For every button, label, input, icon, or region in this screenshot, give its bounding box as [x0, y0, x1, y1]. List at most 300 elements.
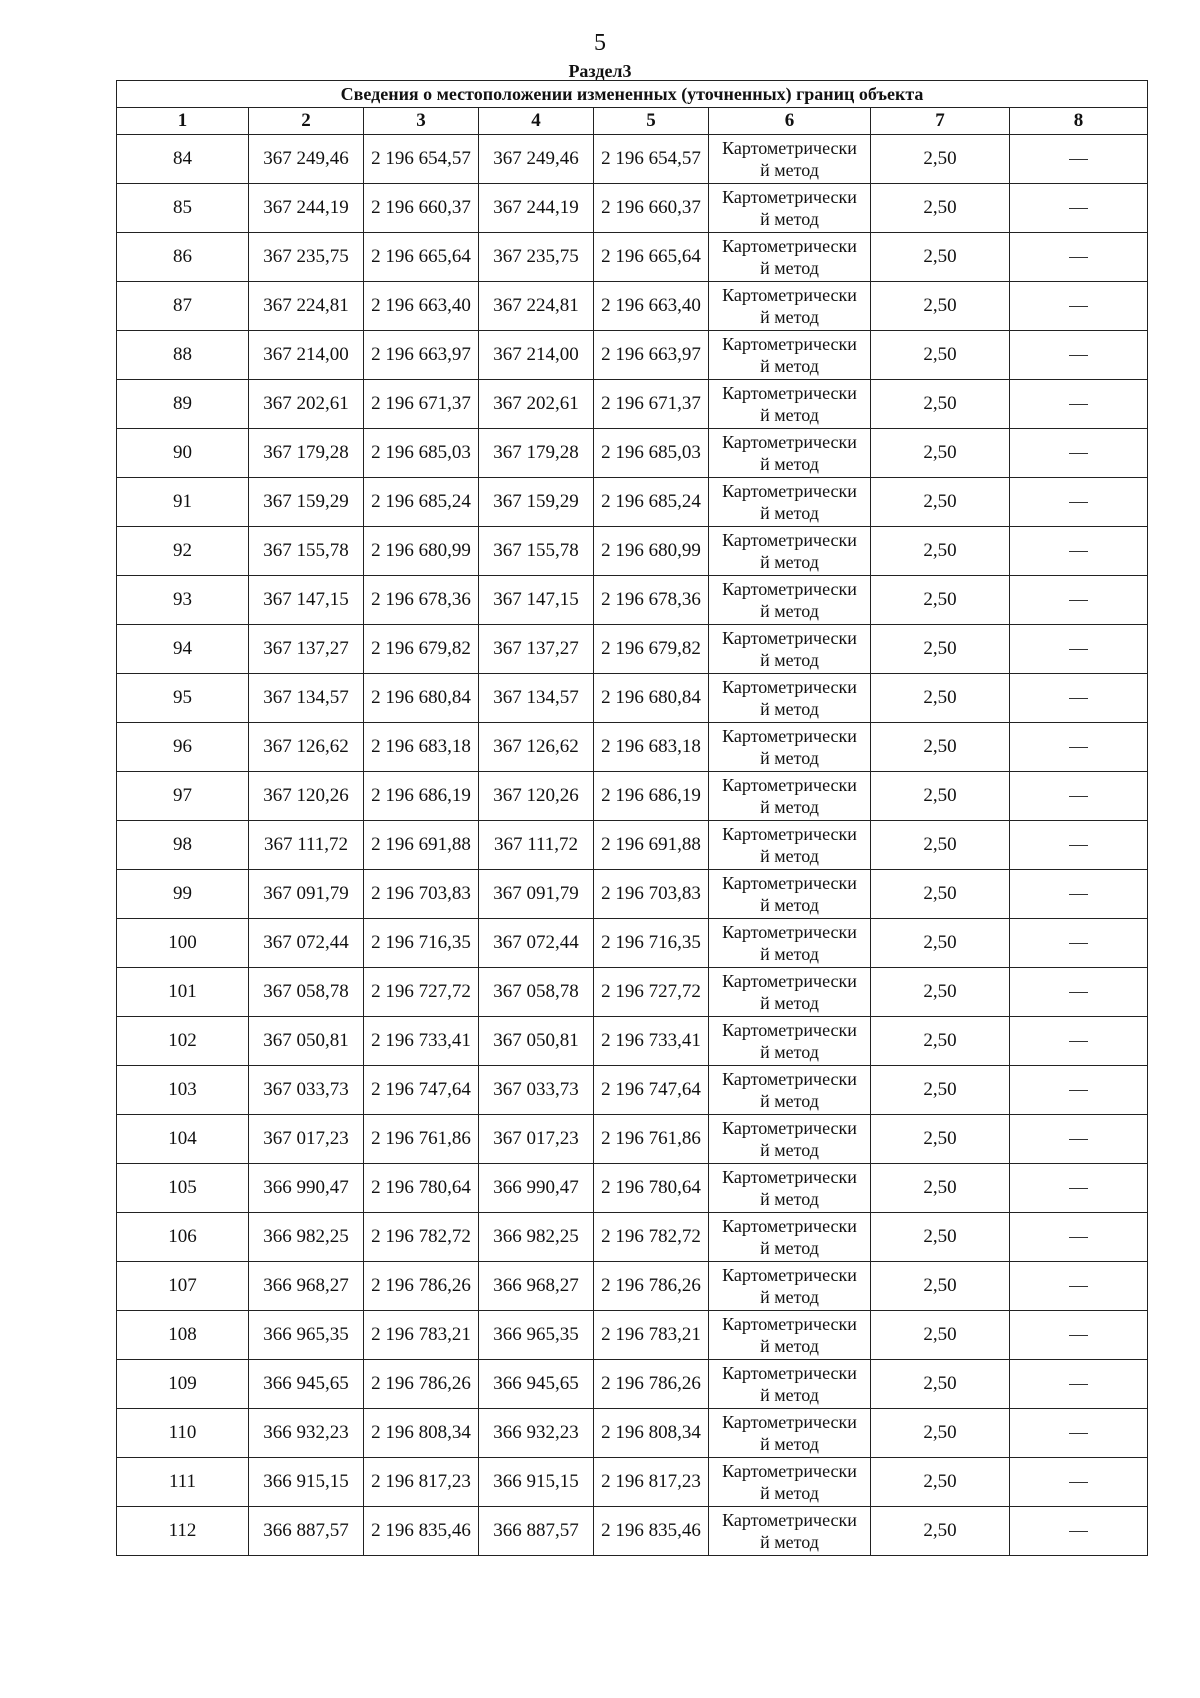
description-cell	[1010, 772, 1148, 821]
dash-mark	[1069, 306, 1088, 307]
description-cell	[1010, 527, 1148, 576]
point-number-cell: 90	[117, 429, 249, 478]
method-cell	[709, 1360, 871, 1409]
table-row	[117, 1311, 1148, 1360]
method-cell	[709, 576, 871, 625]
description-cell	[1010, 1115, 1148, 1164]
y-new-cell: 2 196 786,26	[594, 1360, 709, 1409]
x-new-cell: 367 147,15	[479, 576, 594, 625]
accuracy-cell: 2,50	[871, 380, 1010, 429]
x-existing-cell: 367 155,78	[249, 527, 364, 576]
dash-mark	[1069, 1041, 1088, 1042]
y-existing-cell: 2 196 716,35	[364, 919, 479, 968]
dash-mark	[1069, 1335, 1088, 1336]
x-new-cell: 367 033,73	[479, 1066, 594, 1115]
y-new-cell: 2 196 727,72	[594, 968, 709, 1017]
point-number-cell: 93	[117, 576, 249, 625]
point-number-cell: 94	[117, 625, 249, 674]
description-cell	[1010, 870, 1148, 919]
method-cell	[709, 968, 871, 1017]
dash-mark	[1069, 257, 1088, 258]
method-cell	[709, 135, 871, 184]
table-row	[117, 380, 1148, 429]
method-text-line: й метод	[760, 258, 819, 278]
accuracy-cell: 2,50	[871, 1213, 1010, 1262]
x-existing-cell: 367 249,46	[249, 135, 364, 184]
method-text-line: й метод	[760, 1091, 819, 1111]
table-row	[117, 625, 1148, 674]
x-existing-cell: 367 126,62	[249, 723, 364, 772]
method-text-line: Картометрически	[722, 726, 857, 746]
description-cell	[1010, 1507, 1148, 1556]
dash-mark	[1069, 1188, 1088, 1189]
table-row	[117, 870, 1148, 919]
method-cell	[709, 1409, 871, 1458]
table-row	[117, 1507, 1148, 1556]
method-text-line: Картометрически	[722, 1412, 857, 1432]
y-existing-cell: 2 196 786,26	[364, 1360, 479, 1409]
x-new-cell: 367 244,19	[479, 184, 594, 233]
y-new-cell: 2 196 663,40	[594, 282, 709, 331]
accuracy-cell: 2,50	[871, 1360, 1010, 1409]
method-text-line: й метод	[760, 846, 819, 866]
point-number-cell: 98	[117, 821, 249, 870]
method-text-line: Картометрически	[722, 971, 857, 991]
method-text-line: й метод	[760, 993, 819, 1013]
method-text-line: й метод	[760, 160, 819, 180]
method-text-line: й метод	[760, 1385, 819, 1405]
accuracy-cell: 2,50	[871, 429, 1010, 478]
dash-mark	[1069, 894, 1088, 895]
description-cell	[1010, 674, 1148, 723]
dash-mark	[1069, 355, 1088, 356]
column-number: 8	[1010, 108, 1148, 135]
x-new-cell: 367 072,44	[479, 919, 594, 968]
description-cell	[1010, 282, 1148, 331]
method-text-line: й метод	[760, 454, 819, 474]
y-new-cell: 2 196 683,18	[594, 723, 709, 772]
accuracy-cell: 2,50	[871, 1311, 1010, 1360]
method-text-line: Картометрически	[722, 236, 857, 256]
method-text-line: й метод	[760, 1287, 819, 1307]
method-cell	[709, 625, 871, 674]
method-text-line: й метод	[760, 748, 819, 768]
method-cell	[709, 380, 871, 429]
description-cell	[1010, 1213, 1148, 1262]
point-number-cell: 110	[117, 1409, 249, 1458]
point-number-cell: 100	[117, 919, 249, 968]
description-cell	[1010, 429, 1148, 478]
x-existing-cell: 367 072,44	[249, 919, 364, 968]
y-new-cell: 2 196 782,72	[594, 1213, 709, 1262]
table-row	[117, 1164, 1148, 1213]
y-existing-cell: 2 196 685,03	[364, 429, 479, 478]
point-number-cell: 96	[117, 723, 249, 772]
column-number: 3	[364, 108, 479, 135]
y-new-cell: 2 196 654,57	[594, 135, 709, 184]
method-text-line: Картометрически	[722, 1167, 857, 1187]
method-text-line: й метод	[760, 1140, 819, 1160]
method-text-line: й метод	[760, 895, 819, 915]
y-existing-cell: 2 196 747,64	[364, 1066, 479, 1115]
x-existing-cell: 367 111,72	[249, 821, 364, 870]
table-row	[117, 1066, 1148, 1115]
accuracy-cell: 2,50	[871, 772, 1010, 821]
table-caption: Сведения о местоположении измененных (уточненных) границ объекта	[117, 81, 1148, 108]
dash-mark	[1069, 698, 1088, 699]
point-number-cell: 92	[117, 527, 249, 576]
method-cell	[709, 478, 871, 527]
method-text-line: Картометрически	[722, 579, 857, 599]
method-text-line: й метод	[760, 699, 819, 719]
x-existing-cell: 367 159,29	[249, 478, 364, 527]
dash-mark	[1069, 992, 1088, 993]
x-new-cell: 366 945,65	[479, 1360, 594, 1409]
y-existing-cell: 2 196 786,26	[364, 1262, 479, 1311]
description-cell	[1010, 380, 1148, 429]
dash-mark	[1069, 845, 1088, 846]
point-number-cell: 91	[117, 478, 249, 527]
accuracy-cell: 2,50	[871, 919, 1010, 968]
x-new-cell: 367 126,62	[479, 723, 594, 772]
y-new-cell: 2 196 808,34	[594, 1409, 709, 1458]
point-number-cell: 88	[117, 331, 249, 380]
x-new-cell: 367 214,00	[479, 331, 594, 380]
method-cell	[709, 772, 871, 821]
description-cell	[1010, 821, 1148, 870]
x-existing-cell: 367 179,28	[249, 429, 364, 478]
table-row	[117, 331, 1148, 380]
y-new-cell: 2 196 660,37	[594, 184, 709, 233]
description-cell	[1010, 723, 1148, 772]
accuracy-cell: 2,50	[871, 1409, 1010, 1458]
x-new-cell: 367 224,81	[479, 282, 594, 331]
y-existing-cell: 2 196 663,97	[364, 331, 479, 380]
method-cell	[709, 1311, 871, 1360]
table-row	[117, 233, 1148, 282]
description-cell	[1010, 1017, 1148, 1066]
table-row	[117, 772, 1148, 821]
accuracy-cell: 2,50	[871, 478, 1010, 527]
method-cell	[709, 233, 871, 282]
x-existing-cell: 366 968,27	[249, 1262, 364, 1311]
accuracy-cell: 2,50	[871, 870, 1010, 919]
method-cell	[709, 1164, 871, 1213]
y-new-cell: 2 196 680,99	[594, 527, 709, 576]
description-cell	[1010, 625, 1148, 674]
method-text-line: й метод	[760, 1483, 819, 1503]
x-existing-cell: 367 235,75	[249, 233, 364, 282]
method-text-line: Картометрически	[722, 922, 857, 942]
x-new-cell: 366 915,15	[479, 1458, 594, 1507]
dash-mark	[1069, 404, 1088, 405]
accuracy-cell: 2,50	[871, 331, 1010, 380]
method-text-line: й метод	[760, 1238, 819, 1258]
x-new-cell: 366 968,27	[479, 1262, 594, 1311]
description-cell	[1010, 1409, 1148, 1458]
y-existing-cell: 2 196 835,46	[364, 1507, 479, 1556]
method-cell	[709, 282, 871, 331]
dash-mark	[1069, 600, 1088, 601]
y-new-cell: 2 196 671,37	[594, 380, 709, 429]
description-cell	[1010, 1066, 1148, 1115]
y-existing-cell: 2 196 782,72	[364, 1213, 479, 1262]
method-text-line: Картометрически	[722, 824, 857, 844]
dash-mark	[1069, 649, 1088, 650]
method-text-line: Картометрически	[722, 873, 857, 893]
method-text-line: й метод	[760, 307, 819, 327]
x-existing-cell: 367 137,27	[249, 625, 364, 674]
x-new-cell: 366 932,23	[479, 1409, 594, 1458]
x-new-cell: 366 965,35	[479, 1311, 594, 1360]
dash-mark	[1069, 1237, 1088, 1238]
method-text-line: Картометрически	[722, 1461, 857, 1481]
method-text-line: й метод	[760, 1189, 819, 1209]
method-text-line: й метод	[760, 552, 819, 572]
accuracy-cell: 2,50	[871, 1458, 1010, 1507]
y-new-cell: 2 196 783,21	[594, 1311, 709, 1360]
accuracy-cell: 2,50	[871, 1115, 1010, 1164]
method-cell	[709, 184, 871, 233]
method-text-line: Картометрически	[722, 1314, 857, 1334]
accuracy-cell: 2,50	[871, 282, 1010, 331]
y-new-cell: 2 196 733,41	[594, 1017, 709, 1066]
dash-mark	[1069, 1433, 1088, 1434]
y-new-cell: 2 196 680,84	[594, 674, 709, 723]
method-text-line: й метод	[760, 797, 819, 817]
point-number-cell: 95	[117, 674, 249, 723]
x-existing-cell: 366 982,25	[249, 1213, 364, 1262]
accuracy-cell: 2,50	[871, 821, 1010, 870]
x-existing-cell: 367 244,19	[249, 184, 364, 233]
x-new-cell: 367 134,57	[479, 674, 594, 723]
method-text-line: Картометрически	[722, 334, 857, 354]
method-text-line: Картометрически	[722, 530, 857, 550]
method-text-line: Картометрически	[722, 481, 857, 501]
table-row	[117, 478, 1148, 527]
x-existing-cell: 367 091,79	[249, 870, 364, 919]
description-cell	[1010, 331, 1148, 380]
y-new-cell: 2 196 678,36	[594, 576, 709, 625]
y-new-cell: 2 196 686,19	[594, 772, 709, 821]
accuracy-cell: 2,50	[871, 1164, 1010, 1213]
y-existing-cell: 2 196 665,64	[364, 233, 479, 282]
y-new-cell: 2 196 817,23	[594, 1458, 709, 1507]
x-existing-cell: 367 058,78	[249, 968, 364, 1017]
x-new-cell: 367 137,27	[479, 625, 594, 674]
method-cell	[709, 1017, 871, 1066]
point-number-cell: 102	[117, 1017, 249, 1066]
point-number-cell: 103	[117, 1066, 249, 1115]
table-row	[117, 429, 1148, 478]
description-cell	[1010, 184, 1148, 233]
table-row	[117, 282, 1148, 331]
point-number-cell: 108	[117, 1311, 249, 1360]
column-number: 4	[479, 108, 594, 135]
method-text-line: й метод	[760, 1434, 819, 1454]
method-cell	[709, 919, 871, 968]
accuracy-cell: 2,50	[871, 1066, 1010, 1115]
accuracy-cell: 2,50	[871, 576, 1010, 625]
description-cell	[1010, 1458, 1148, 1507]
y-new-cell: 2 196 780,64	[594, 1164, 709, 1213]
description-cell	[1010, 968, 1148, 1017]
accuracy-cell: 2,50	[871, 968, 1010, 1017]
y-new-cell: 2 196 747,64	[594, 1066, 709, 1115]
x-existing-cell: 367 017,23	[249, 1115, 364, 1164]
y-existing-cell: 2 196 703,83	[364, 870, 479, 919]
description-cell	[1010, 576, 1148, 625]
table-row	[117, 723, 1148, 772]
dash-mark	[1069, 796, 1088, 797]
x-new-cell: 367 050,81	[479, 1017, 594, 1066]
x-existing-cell: 366 990,47	[249, 1164, 364, 1213]
x-existing-cell: 367 214,00	[249, 331, 364, 380]
y-existing-cell: 2 196 671,37	[364, 380, 479, 429]
x-existing-cell: 367 202,61	[249, 380, 364, 429]
x-new-cell: 366 990,47	[479, 1164, 594, 1213]
x-new-cell: 367 202,61	[479, 380, 594, 429]
y-new-cell: 2 196 691,88	[594, 821, 709, 870]
table-row	[117, 821, 1148, 870]
point-number-cell: 112	[117, 1507, 249, 1556]
column-number: 1	[117, 108, 249, 135]
column-number: 7	[871, 108, 1010, 135]
method-text-line: Картометрически	[722, 1216, 857, 1236]
column-number: 6	[709, 108, 871, 135]
y-existing-cell: 2 196 663,40	[364, 282, 479, 331]
table-row	[117, 576, 1148, 625]
description-cell	[1010, 1164, 1148, 1213]
table-row	[117, 135, 1148, 184]
point-number-cell: 87	[117, 282, 249, 331]
x-new-cell: 367 159,29	[479, 478, 594, 527]
description-cell	[1010, 135, 1148, 184]
method-cell	[709, 1213, 871, 1262]
description-cell	[1010, 1360, 1148, 1409]
description-cell	[1010, 233, 1148, 282]
x-new-cell: 367 179,28	[479, 429, 594, 478]
table-row	[117, 1262, 1148, 1311]
x-new-cell: 367 091,79	[479, 870, 594, 919]
dash-mark	[1069, 502, 1088, 503]
point-number-cell: 106	[117, 1213, 249, 1262]
description-cell	[1010, 478, 1148, 527]
dash-mark	[1069, 1139, 1088, 1140]
table-row	[117, 1213, 1148, 1262]
y-existing-cell: 2 196 686,19	[364, 772, 479, 821]
y-existing-cell: 2 196 685,24	[364, 478, 479, 527]
point-number-cell: 86	[117, 233, 249, 282]
point-number-cell: 111	[117, 1458, 249, 1507]
y-existing-cell: 2 196 654,57	[364, 135, 479, 184]
x-new-cell: 367 120,26	[479, 772, 594, 821]
method-text-line: Картометрически	[722, 285, 857, 305]
x-existing-cell: 366 965,35	[249, 1311, 364, 1360]
y-new-cell: 2 196 835,46	[594, 1507, 709, 1556]
method-text-line: й метод	[760, 601, 819, 621]
dash-mark	[1069, 159, 1088, 160]
y-existing-cell: 2 196 691,88	[364, 821, 479, 870]
dash-mark	[1069, 1531, 1088, 1532]
y-existing-cell: 2 196 680,99	[364, 527, 479, 576]
y-existing-cell: 2 196 780,64	[364, 1164, 479, 1213]
method-cell	[709, 429, 871, 478]
method-text-line: Картометрически	[722, 1020, 857, 1040]
description-cell	[1010, 919, 1148, 968]
method-text-line: й метод	[760, 1532, 819, 1552]
method-text-line: Картометрически	[722, 187, 857, 207]
point-number-cell: 109	[117, 1360, 249, 1409]
method-text-line: й метод	[760, 1042, 819, 1062]
method-cell	[709, 331, 871, 380]
method-cell	[709, 1507, 871, 1556]
accuracy-cell: 2,50	[871, 1262, 1010, 1311]
x-new-cell: 367 235,75	[479, 233, 594, 282]
y-new-cell: 2 196 665,64	[594, 233, 709, 282]
method-text-line: Картометрически	[722, 1265, 857, 1285]
y-existing-cell: 2 196 783,21	[364, 1311, 479, 1360]
table-row	[117, 968, 1148, 1017]
method-cell	[709, 674, 871, 723]
method-text-line: Картометрически	[722, 432, 857, 452]
x-new-cell: 367 111,72	[479, 821, 594, 870]
dash-mark	[1069, 1090, 1088, 1091]
dash-mark	[1069, 943, 1088, 944]
y-new-cell: 2 196 703,83	[594, 870, 709, 919]
table-row	[117, 1017, 1148, 1066]
y-new-cell: 2 196 679,82	[594, 625, 709, 674]
method-text-line: Картометрически	[722, 1363, 857, 1383]
x-new-cell: 366 887,57	[479, 1507, 594, 1556]
column-number-row	[117, 108, 1148, 135]
table-row	[117, 1115, 1148, 1164]
x-new-cell: 366 982,25	[479, 1213, 594, 1262]
section-label: Раздел3	[568, 61, 632, 81]
x-existing-cell: 366 932,23	[249, 1409, 364, 1458]
y-new-cell: 2 196 716,35	[594, 919, 709, 968]
x-existing-cell: 367 224,81	[249, 282, 364, 331]
method-text-line: Картометрически	[722, 1118, 857, 1138]
table-row	[117, 1458, 1148, 1507]
method-text-line: й метод	[760, 944, 819, 964]
point-number-cell: 84	[117, 135, 249, 184]
x-existing-cell: 367 134,57	[249, 674, 364, 723]
accuracy-cell: 2,50	[871, 1507, 1010, 1556]
y-new-cell: 2 196 685,03	[594, 429, 709, 478]
method-cell	[709, 1458, 871, 1507]
x-new-cell: 367 249,46	[479, 135, 594, 184]
column-number: 5	[594, 108, 709, 135]
y-existing-cell: 2 196 761,86	[364, 1115, 479, 1164]
page-number: 5	[594, 30, 606, 56]
method-text-line: Картометрически	[722, 1069, 857, 1089]
accuracy-cell: 2,50	[871, 625, 1010, 674]
method-text-line: й метод	[760, 503, 819, 523]
method-text-line: Картометрически	[722, 383, 857, 403]
y-existing-cell: 2 196 679,82	[364, 625, 479, 674]
dash-mark	[1069, 1384, 1088, 1385]
y-existing-cell: 2 196 678,36	[364, 576, 479, 625]
x-existing-cell: 366 915,15	[249, 1458, 364, 1507]
table-row	[117, 674, 1148, 723]
table-row	[117, 527, 1148, 576]
accuracy-cell: 2,50	[871, 674, 1010, 723]
accuracy-cell: 2,50	[871, 1017, 1010, 1066]
method-text-line: Картометрически	[722, 138, 857, 158]
description-cell	[1010, 1262, 1148, 1311]
dash-mark	[1069, 1286, 1088, 1287]
